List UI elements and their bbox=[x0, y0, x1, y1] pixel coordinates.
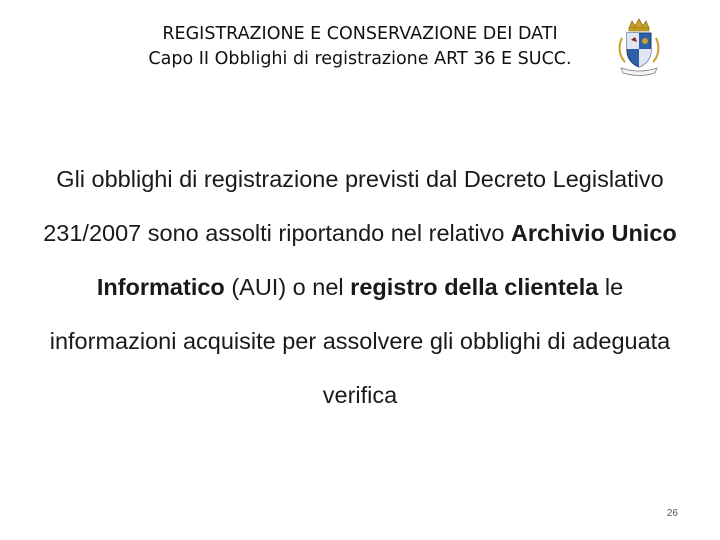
coat-of-arms-icon bbox=[616, 18, 662, 76]
slide-header bbox=[0, 22, 720, 72]
body-text-part-1: Gli obblighi di registrazione previsti dal Decreto Legislativo 231/2007 sono assolti riportando nel relativo bbox=[43, 166, 664, 246]
slide-title: REGISTRAZIONE E CONSERVAZIONE DEI DATI bbox=[162, 24, 558, 44]
bold-term-aui: Archivio Unico Informatico bbox=[96, 220, 677, 300]
page-number: 26 bbox=[666, 508, 678, 519]
slide-subtitle: Capo II Obblighi di registrazione ART 36 E SUCC. bbox=[148, 49, 572, 69]
body-text-part-3: le informazioni acquisite per assolvere gli obblighi di adeguata verifica bbox=[49, 274, 671, 408]
body-paragraph bbox=[40, 152, 680, 422]
bold-term-registro: registro della clientela bbox=[350, 274, 599, 300]
body-text-part-2: (AUI) o nel bbox=[224, 274, 351, 300]
